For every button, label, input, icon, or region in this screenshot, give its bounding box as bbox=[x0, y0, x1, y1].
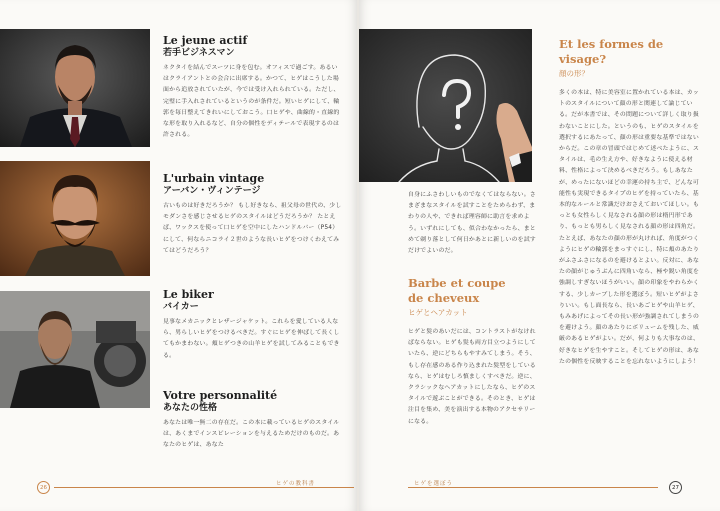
section-biker bbox=[163, 288, 343, 362]
right-page bbox=[359, 0, 720, 511]
page-number: 27 bbox=[669, 481, 682, 494]
section-body: ヒゲと髪のあいだには、コントラストがなければならない。ヒゲも髪も両方目立つようにしていたら、逆にどちらもやすみてしまう。そう、もし存在感のある作り込まれた髪型をしているなら、ヒゲはむしろ慎ましくすべきだ。逆に、クラシックなヘアカットにしたなら、ヒゲのスタイルで遊ぶことができる。そのとき、ヒゲは注目を集め、美を演出する本物のアクセサリーになる。 bbox=[408, 329, 536, 425]
chalkboard-question-photo bbox=[359, 29, 532, 182]
page-number: 26 bbox=[37, 481, 50, 494]
section-title-fr-line2: de cheveux bbox=[408, 291, 480, 305]
section-urban-vintage bbox=[163, 172, 343, 257]
footer-divider bbox=[54, 487, 354, 488]
biker-photo bbox=[0, 291, 150, 408]
footer-label: ヒゲの教科書 bbox=[276, 481, 316, 487]
continued-text: 自身にふさわしいものでなくてはならない。さまざまなスタイルを試すことをためらわず、まわりの人や、できれば理容師に助言を求めよう。いずれにしても、似合わなかったら、まとめて剃り落として何日かあとに新しいのを試すだけでよいのだ。 bbox=[408, 192, 536, 255]
section-body: 見事なメカニックとレザージャケット。これらを愛している人なら、男らしいヒゲをつけるべきだ。すぐにヒゲを伸ばして長くしてもかまわない。頬ヒゲつきの山羊ヒゲを試してみることもできる。 bbox=[163, 319, 340, 359]
section-title-ja: ヒゲとヘアカット bbox=[408, 308, 468, 317]
section-title-ja: 顔の形？ bbox=[559, 69, 589, 78]
section-title-ja: 若手ビジネスマン bbox=[163, 48, 235, 58]
section-title-fr: L'urbain vintage bbox=[163, 172, 265, 185]
urban-vintage-photo bbox=[0, 161, 150, 276]
continued-text-block bbox=[408, 190, 541, 257]
section-body: あなたは唯一無二の存在だ。この本に載っているヒゲのスタイルは、あくまでインスピレーションを与えるためだけのものだ。あなたのヒゲは、あなた bbox=[163, 420, 340, 449]
section-title-ja: あなたの性格 bbox=[163, 403, 218, 413]
section-title-fr-line1: Barbe et coupe bbox=[408, 276, 506, 290]
section-title-fr: Le biker bbox=[163, 288, 214, 301]
section-beard-haircut bbox=[408, 276, 541, 428]
section-title-fr: Votre personnalité bbox=[163, 389, 278, 402]
young-professional-photo bbox=[0, 29, 150, 147]
section-face-shapes bbox=[559, 37, 704, 368]
section-title-ja: バイカー bbox=[163, 302, 199, 312]
section-body: 多くの本は、特に美容室に置かれている本は、カットのスタイルについて顔の形と関連して論じている。だが本書では、その問題について詳しく取り扱わないことにした。というのも、ヒゲのスタイルを選択するにあたって、顔の形は重要な基準ではないからだ。この章の冒頭ではじめて述べたように、スタイルは、毛の生え方や、好きなように使える材料、性格によって決めるべきだろう。もしあなたが、めったにないほどの幸運の持ち主で、どんな可能性も実現できるタイプのヒゲを持っていたら、基本的なルールと常識だけおさえておいてほしい。もっとも女性らしく見なされる顔の形は楕円形であり、もっとも男らしく見なされる顔の形は四角だ。たとえば、あなたの顔の形が丸ければ、角度がつくようにヒゲの輪郭をまっすぐにし、特に頬のあたりがふさふさになるのを避けるとよい。反対に、あなたの顔がじゅうぶんに四角いなら、極や鋭い角度を強調しすぎないほうがいい。顔の印象をやわらかくする、少しカーブした形を選ぼう。短いヒゲがよさりいい。もし面長なら、長いあごヒゲや山羊ヒゲ、もみあげによってその長い形が強調されてしまうのを避けよう。顔のあたりにボリュームを残した、威厳のあるヒゲがよい。だが、何よりも大事なのは、好きなヒゲを生やすこと。そしてヒゲの形は、あなたの個性を反映することを忘れないようにしよう！ bbox=[559, 90, 700, 365]
section-young-professional bbox=[163, 34, 343, 141]
footer-divider bbox=[408, 487, 658, 488]
section-personality bbox=[163, 389, 343, 452]
section-title-fr: Et les formes de visage? bbox=[559, 37, 664, 66]
section-body: ネクタイを結んでスーツに身を包む。オフィスで過ごす。あるいはクライアントとの会合に出席する。かつて、ヒゲはこうした場面から追放されていたが、今では受け入れられている。ただし、完璧に手入れされているというのが条件だ。短いヒゲにして、輪郭を毎日整えてきれいにしておこう。口ヒゲや、曲線的・直線的な形を取り入れるなど、自分の個性をディテールで表現するのは許される。 bbox=[163, 65, 340, 139]
footer-label: ヒゲを選ぼう bbox=[414, 481, 454, 487]
section-title-ja: アーバン・ヴィンテージ bbox=[163, 186, 261, 196]
left-page bbox=[0, 0, 357, 511]
section-body: 古いものは好きだろうか？ もし好きなら、祖父母の世代の、少しモダンさを感じさせるヒゲのスタイルはどうだろうか？ たとえば、ワックスを使って口ヒゲを空中にしたハンドルバー（P54）にして、何ならニコライ２世のような長いヒゲをつけくわえてみてはどうだろう？ bbox=[163, 203, 342, 254]
section-title-fr: Le jeune actif bbox=[163, 34, 248, 47]
